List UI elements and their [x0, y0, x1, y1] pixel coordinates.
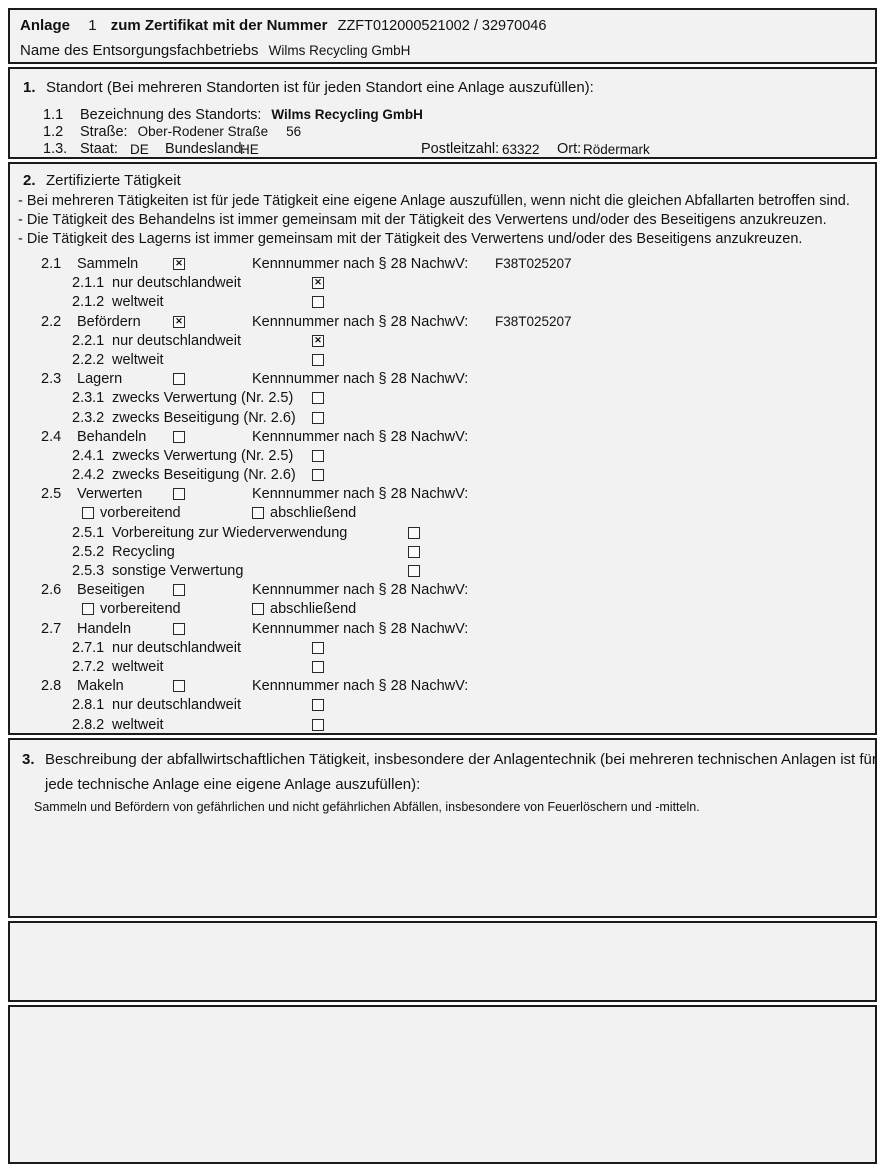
activity-label-beseitigen: Beseitigen: [77, 582, 145, 599]
street-value: Ober-Rodener Straße: [137, 124, 269, 139]
vorbereitend-label: vorbereitend: [100, 601, 181, 618]
section1-number: 1.: [23, 79, 36, 96]
state-label: Bundesland:: [165, 141, 246, 157]
site-name-value: Wilms Recycling GmbH: [271, 107, 423, 122]
checkbox-2-4-1-verwertung[interactable]: [312, 450, 324, 462]
row-number: 2.5.3: [72, 563, 105, 579]
row-number: 2.3.1: [72, 390, 105, 407]
kennnummer-label: Kennnummer nach § 28 NachwV:: [252, 620, 469, 637]
sub-label: Recycling: [112, 543, 175, 560]
activity-row-2-4-1: [10, 448, 875, 467]
company-name: Wilms Recycling GmbH: [268, 43, 411, 58]
street-label: Straße:: [80, 124, 128, 140]
sub-label: zwecks Beseitigung (Nr. 2.6): [112, 467, 296, 484]
row-number: 2.6: [41, 582, 62, 599]
country-label: Staat:: [80, 141, 118, 157]
checkbox-2-5-1-wiederverwendung[interactable]: [408, 527, 420, 539]
activity-row-2-3: [10, 371, 875, 390]
company-label: Name des Entsorgungsfachbetriebs: [20, 42, 259, 59]
activity-section: [8, 162, 877, 735]
row-number: 2.4.1: [72, 447, 105, 464]
row-number: 2.7.1: [72, 639, 105, 656]
kennnummer-label: Kennnummer nach § 28 NachwV:: [252, 678, 469, 695]
city-label: Ort:: [557, 141, 582, 157]
row-number: 2.1.1: [72, 275, 105, 292]
checkbox-2-5-vorbereitend[interactable]: [82, 507, 94, 519]
row-number: 2.5.2: [72, 543, 105, 560]
empty-box-1: [8, 921, 877, 1002]
company-line: [20, 42, 410, 59]
sub-label: zwecks Verwertung (Nr. 2.5): [112, 390, 294, 407]
checkbox-2-5-abschliessend[interactable]: [252, 507, 264, 519]
anlage-number: 1: [88, 17, 97, 34]
certificate-label: zum Zertifikat mit der Nummer: [110, 17, 328, 34]
checkbox-2-4-2-beseitigung[interactable]: [312, 469, 324, 481]
activity-row-2-2-1: [10, 333, 875, 352]
kennnummer-value-sammeln: F38T025207: [495, 256, 572, 271]
checkbox-2-2-2-weltweit[interactable]: [312, 354, 324, 366]
row-number: 2.1: [41, 256, 62, 272]
kennnummer-label: Kennnummer nach § 28 NachwV:: [252, 313, 469, 330]
checkbox-handeln[interactable]: [173, 623, 185, 635]
activity-label-makeln: Makeln: [77, 678, 124, 695]
activity-row-2-7: [10, 621, 875, 640]
activity-rows: [10, 256, 875, 736]
country-value: DE: [130, 142, 149, 157]
checkbox-2-5-2-recycling[interactable]: [408, 546, 420, 558]
section1-title: Standort (Bei mehreren Standorten ist für jeden Standort eine Anlage auszufüllen):: [46, 79, 594, 96]
checkbox-2-1-1-deutschlandweit[interactable]: [312, 277, 324, 289]
activity-row-2-4-2: [10, 467, 875, 486]
section3-title-line1: Beschreibung der abfallwirtschaftlichen Tätigkeit, insbesondere der Anlagentechnik (bei mehreren technischen Anlagen ist für: [45, 751, 877, 768]
row-number: 2.2.2: [72, 351, 105, 368]
row-number: 2.4: [41, 428, 62, 445]
activity-label-handeln: Handeln: [77, 620, 132, 637]
note-behandeln: - Die Tätigkeit des Behandelns ist immer gemeinsam mit der Tätigkeit des Verwertens und/oder des Beseitigens anzukreuzen.: [18, 212, 827, 228]
checkbox-2-3-2-beseitigung[interactable]: [312, 412, 324, 424]
checkbox-2-7-2-weltweit[interactable]: [312, 661, 324, 673]
vorbereitend-label: vorbereitend: [100, 505, 181, 522]
sub-label: nur deutschlandweit: [112, 275, 241, 292]
checkbox-2-1-2-weltweit[interactable]: [312, 296, 324, 308]
sub-label: weltweit: [112, 294, 164, 311]
row-number: 2.3.2: [72, 409, 105, 426]
activity-row-2-6-modes: [10, 601, 875, 620]
state-value: HE: [240, 142, 259, 157]
activity-label-lagern: Lagern: [77, 371, 123, 388]
row-1-1-number: 1.1: [43, 107, 64, 123]
sub-label: weltweit: [112, 658, 164, 675]
activity-row-2-5-2: [10, 544, 875, 563]
checkbox-verwerten[interactable]: [173, 488, 185, 500]
checkbox-lagern[interactable]: [173, 373, 185, 385]
row-1-1: [80, 107, 423, 123]
checkbox-beseitigen[interactable]: [173, 584, 185, 596]
checkbox-makeln[interactable]: [173, 680, 185, 692]
activity-row-2-2-2: [10, 352, 875, 371]
postal-code-label: Postleitzahl:: [421, 141, 500, 157]
site-name-label: Bezeichnung des Standorts:: [80, 107, 262, 123]
sub-label: weltweit: [112, 351, 164, 368]
activity-row-2-8: [10, 678, 875, 697]
row-1-3-number: 1.3.: [43, 141, 68, 157]
kennnummer-label: Kennnummer nach § 28 NachwV:: [252, 486, 469, 503]
checkbox-sammeln[interactable]: [173, 258, 185, 270]
checkbox-2-2-1-deutschlandweit[interactable]: [312, 335, 324, 347]
activity-row-2-7-1: [10, 640, 875, 659]
activity-row-2-1-2: [10, 294, 875, 313]
row-number: 2.7.2: [72, 658, 105, 675]
row-number: 2.8: [41, 678, 62, 695]
activity-row-2-7-2: [10, 659, 875, 678]
sub-label: zwecks Verwertung (Nr. 2.5): [112, 447, 294, 464]
header-box: [8, 8, 877, 64]
note-lagern: - Die Tätigkeit des Lagerns ist immer gemeinsam mit der Tätigkeit des Verwertens und/oder des Beseitigens anzukreuzen.: [18, 231, 803, 247]
row-number: 2.1.2: [72, 294, 105, 311]
activity-row-2-1-1: [10, 275, 875, 294]
activity-row-2-5-1: [10, 525, 875, 544]
activity-label-behandeln: Behandeln: [77, 428, 147, 445]
row-number: 2.7: [41, 620, 62, 637]
kennnummer-label: Kennnummer nach § 28 NachwV:: [252, 428, 469, 445]
kennnummer-label: Kennnummer nach § 28 NachwV:: [252, 371, 469, 388]
checkbox-2-5-3-sonstige-verwertung[interactable]: [408, 565, 420, 577]
checkbox-2-8-2-weltweit[interactable]: [312, 719, 324, 731]
city-value: Rödermark: [583, 142, 650, 157]
postal-code-value: 63322: [502, 142, 540, 157]
section3-number: 3.: [22, 751, 35, 768]
description-section: [8, 738, 877, 918]
location-section: [8, 67, 877, 159]
note-multiple-activities: - Bei mehreren Tätigkeiten ist für jede Tätigkeit eine eigene Anlage auszufüllen, wenn nicht die gleichen Abfallarten betroffen sind.: [18, 193, 850, 209]
activity-row-2-5-modes: [10, 505, 875, 524]
header-title-line: [20, 17, 546, 34]
checkbox-befoerdern[interactable]: [173, 316, 185, 328]
row-number: 2.2: [41, 313, 62, 330]
sub-label: nur deutschlandweit: [112, 697, 241, 714]
activity-row-2-3-2: [10, 410, 875, 429]
activity-row-2-5: [10, 486, 875, 505]
sub-label: nur deutschlandweit: [112, 332, 241, 349]
section2-number: 2.: [23, 172, 36, 189]
row-number: 2.8.2: [72, 716, 105, 733]
abschliessend-label: abschließend: [270, 505, 357, 522]
row-number: 2.4.2: [72, 467, 105, 484]
row-1-2: [80, 124, 301, 140]
house-number-value: 56: [286, 124, 302, 139]
sub-label: Vorbereitung zur Wiederverwendung: [112, 524, 348, 541]
activity-description: Sammeln und Befördern von gefährlichen und nicht gefährlichen Abfällen, insbesondere von Feuerlöschern und -mitteln.: [34, 800, 700, 814]
checkbox-2-8-1-deutschlandweit[interactable]: [312, 699, 324, 711]
section2-title: Zertifizierte Tätigkeit: [46, 172, 181, 189]
activity-row-2-8-1: [10, 697, 875, 716]
activity-label-sammeln: Sammeln: [77, 256, 139, 272]
checkbox-2-7-1-deutschlandweit[interactable]: [312, 642, 324, 654]
activity-row-2-6: [10, 582, 875, 601]
activity-row-2-8-2: [10, 717, 875, 736]
row-number: 2.5: [41, 486, 62, 503]
row-number: 2.2.1: [72, 332, 105, 349]
sub-label: nur deutschlandweit: [112, 639, 241, 656]
abschliessend-label: abschließend: [270, 601, 357, 618]
sub-label: zwecks Beseitigung (Nr. 2.6): [112, 409, 296, 426]
activity-row-2-5-3: [10, 563, 875, 582]
checkbox-2-6-vorbereitend[interactable]: [82, 603, 94, 615]
section3-title-line2: jede technische Anlage eine eigene Anlage auszufüllen):: [45, 776, 421, 793]
sub-label: sonstige Verwertung: [112, 563, 244, 579]
activity-row-2-4: [10, 429, 875, 448]
checkbox-2-6-abschliessend[interactable]: [252, 603, 264, 615]
row-1-2-number: 1.2: [43, 124, 64, 140]
row-number: 2.8.1: [72, 697, 105, 714]
checkbox-behandeln[interactable]: [173, 431, 185, 443]
row-number: 2.5.1: [72, 524, 105, 541]
empty-box-2: [8, 1005, 877, 1164]
checkbox-2-3-1-verwertung[interactable]: [312, 392, 324, 404]
activity-row-2-2: [10, 314, 875, 333]
anlage-label: Anlage: [20, 17, 71, 34]
activity-row-2-1: [10, 256, 875, 275]
activity-row-2-3-1: [10, 390, 875, 409]
kennnummer-label: Kennnummer nach § 28 NachwV:: [252, 582, 469, 599]
row-number: 2.3: [41, 371, 62, 388]
kennnummer-value-befoerdern: F38T025207: [495, 313, 572, 329]
certificate-number: ZZFT012000521002 / 32970046: [337, 18, 547, 34]
activity-label-verwerten: Verwerten: [77, 486, 143, 503]
activity-label-befoerdern: Befördern: [77, 313, 141, 330]
kennnummer-label: Kennnummer nach § 28 NachwV:: [252, 256, 469, 272]
sub-label: weltweit: [112, 716, 164, 733]
